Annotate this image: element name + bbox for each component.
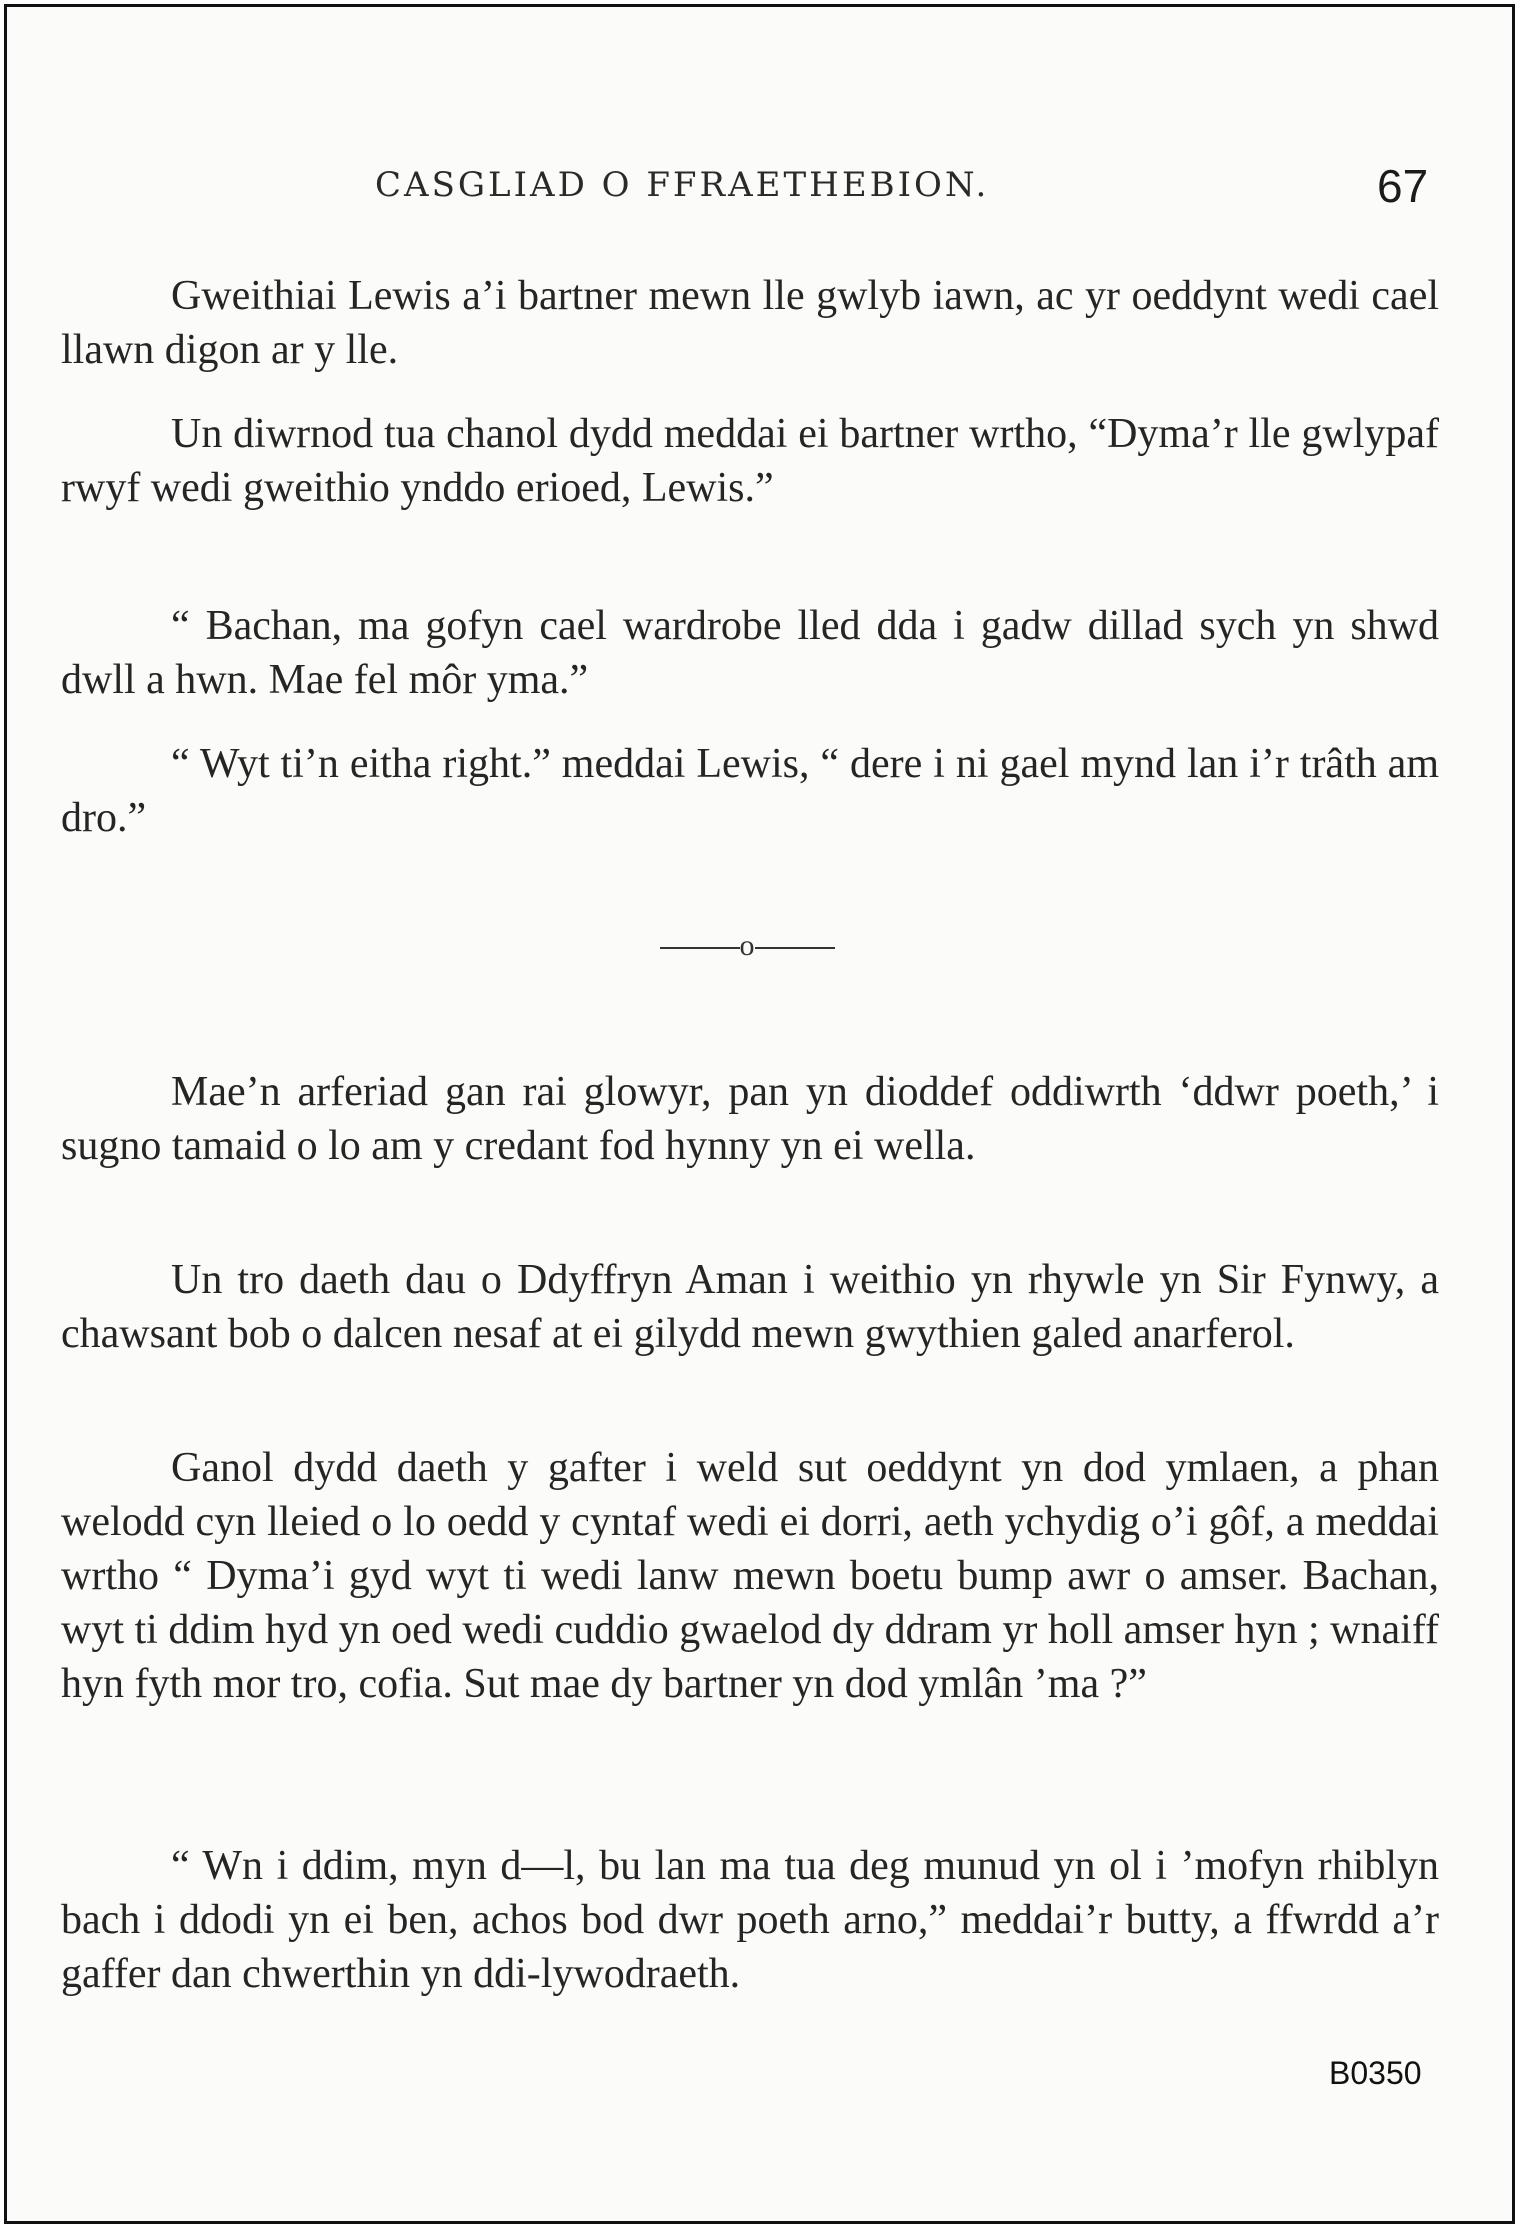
divider-rule-left (660, 947, 740, 949)
divider-rule-right (755, 947, 835, 949)
book-page (4, 4, 1515, 2224)
page-number: 67 (1377, 160, 1429, 212)
paragraph-ddwr-poeth: Mae’n arferiad gan rai glowyr, pan yn dioddef oddiwrth ‘ddwr poeth,’ i sugno tamaid o lo am y credant fod hynny yn ei wella. (61, 1069, 1439, 1169)
paragraph-dyffryn-aman: Un tro daeth dau o Ddyffryn Aman i weithio yn rhywle yn Sir Fynwy, a chawsant bob o dalcen nesaf at ei gilydd mewn gwythien galed anarferol. (61, 1257, 1439, 1357)
section-divider (647, 929, 847, 963)
running-head-title: CASGLIAD O FFRAETHEBION. (375, 165, 990, 205)
paragraph-butty-reply: “ Wn i ddim, myn d—l, bu lan ma tua deg munud yn ol i ’mofyn rhiblyn bach i ddodi yn ei ben, achos bod dwr poeth arno,” meddai’r butty, a ffwrdd a’r gaffer dan chwerthin yn ddi-lywodraeth. (61, 1843, 1439, 1997)
catalog-code: B0350 (1329, 2055, 1422, 2091)
paragraph-partner-says: Un diwrnod tua chanol dydd meddai ei bartner wrtho, “Dyma’r lle gwlypaf rwyf wedi gweithio ynddo erioed, Lewis.” (61, 411, 1439, 511)
paragraph-gafter-visit: Ganol dydd daeth y gafter i weld sut oeddynt yn dod ymlaen, a phan welodd cyn lleied o lo oedd y cyntaf wedi ei dorri, aeth ychydig o’i gôf, a meddai wrtho “ Dyma’i gyd wyt ti wedi lanw mewn boetu bump awr o amser. Bachan, wyt ti ddim hyd yn oed wedi cuddio gwaelod dy ddram yr holl amser hyn ; wnaiff hyn fyth mor tro, cofia. Sut mae dy bartner yn dod ymlân ’ma ?” (61, 1445, 1439, 1707)
paragraph-lewis-partner: Gweithiai Lewis a’i bartner mewn lle gwlyb iawn, ac yr oeddynt wedi cael llawn digon ar y lle. (61, 273, 1439, 373)
paragraph-wyt-tin-eitha: “ Wyt ti’n eitha right.” meddai Lewis, “ dere i ni gael mynd lan i’r trâth am dro.” (61, 741, 1439, 841)
paragraph-bachan-wardrobe: “ Bachan, ma gofyn cael wardrobe lled dda i gadw dillad sych yn shwd dwll a hwn. Mae fel môr yma.” (61, 603, 1439, 703)
divider-mark: o (739, 929, 755, 962)
